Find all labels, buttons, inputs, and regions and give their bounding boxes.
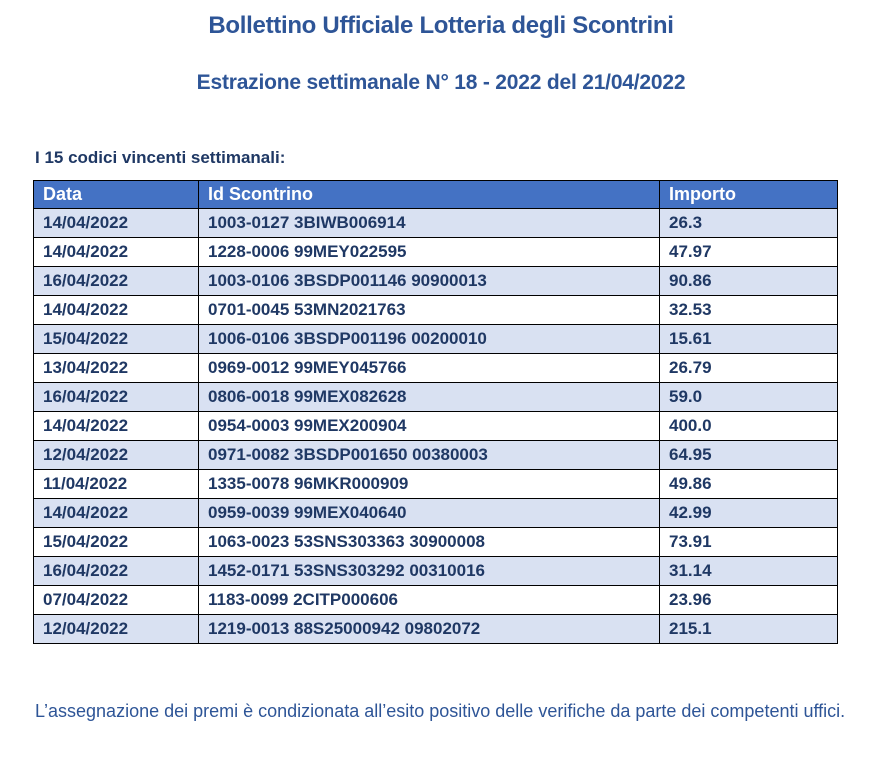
cell-receipt-id: 0954-0003 99MEX200904 <box>199 412 660 441</box>
page-subtitle: Estrazione settimanale N° 18 - 2022 del 21/04/2022 <box>196 71 686 94</box>
cell-date: 16/04/2022 <box>34 557 199 586</box>
cell-receipt-id: 1219-0013 88S25000942 09802072 <box>199 615 660 644</box>
table-row <box>34 354 838 383</box>
table-row <box>34 470 838 499</box>
cell-receipt-id: 1183-0099 2CITP000606 <box>199 586 660 615</box>
column-header-date: Data <box>34 181 199 209</box>
cell-receipt-id: 1335-0078 96MKR000909 <box>199 470 660 499</box>
cell-date: 14/04/2022 <box>34 499 199 528</box>
table-row <box>34 528 838 557</box>
cell-date: 14/04/2022 <box>34 412 199 441</box>
cell-amount: 73.91 <box>660 528 838 557</box>
column-header-amount: Importo <box>660 181 838 209</box>
table-row <box>34 615 838 644</box>
cell-receipt-id: 1003-0127 3BIWB006914 <box>199 209 660 238</box>
table-row <box>34 441 838 470</box>
cell-date: 13/04/2022 <box>34 354 199 383</box>
cell-date: 11/04/2022 <box>34 470 199 499</box>
cell-date: 14/04/2022 <box>34 296 199 325</box>
table-row <box>34 412 838 441</box>
cell-amount: 15.61 <box>660 325 838 354</box>
cell-date: 16/04/2022 <box>34 267 199 296</box>
cell-amount: 42.99 <box>660 499 838 528</box>
cell-receipt-id: 1003-0106 3BSDP001146 90900013 <box>199 267 660 296</box>
cell-amount: 47.97 <box>660 238 838 267</box>
table-row <box>34 209 838 238</box>
table-row <box>34 296 838 325</box>
cell-receipt-id: 0701-0045 53MN2021763 <box>199 296 660 325</box>
table-row <box>34 557 838 586</box>
table-row <box>34 267 838 296</box>
table-header-row <box>34 181 838 209</box>
table-row <box>34 325 838 354</box>
cell-date: 14/04/2022 <box>34 209 199 238</box>
cell-amount: 49.86 <box>660 470 838 499</box>
cell-amount: 26.79 <box>660 354 838 383</box>
cell-receipt-id: 1006-0106 3BSDP001196 00200010 <box>199 325 660 354</box>
cell-date: 07/04/2022 <box>34 586 199 615</box>
table-body <box>34 209 838 644</box>
cell-amount: 64.95 <box>660 441 838 470</box>
cell-amount: 31.14 <box>660 557 838 586</box>
table-row <box>34 238 838 267</box>
cell-date: 16/04/2022 <box>34 383 199 412</box>
cell-date: 14/04/2022 <box>34 238 199 267</box>
cell-amount: 59.0 <box>660 383 838 412</box>
table-row <box>34 586 838 615</box>
cell-amount: 23.96 <box>660 586 838 615</box>
page-title: Bollettino Ufficiale Lotteria degli Scontrini <box>208 12 674 39</box>
cell-receipt-id: 0969-0012 99MEY045766 <box>199 354 660 383</box>
cell-amount: 400.0 <box>660 412 838 441</box>
cell-date: 12/04/2022 <box>34 615 199 644</box>
cell-date: 15/04/2022 <box>34 528 199 557</box>
cell-receipt-id: 0806-0018 99MEX082628 <box>199 383 660 412</box>
cell-date: 12/04/2022 <box>34 441 199 470</box>
cell-receipt-id: 0971-0082 3BSDP001650 00380003 <box>199 441 660 470</box>
footer-note: L’assegnazione dei premi è condizionata all’esito positivo delle verifiche da parte dei competenti uffici. <box>35 701 846 721</box>
section-label: I 15 codici vincenti settimanali: <box>35 148 286 167</box>
cell-receipt-id: 1228-0006 99MEY022595 <box>199 238 660 267</box>
cell-receipt-id: 1452-0171 53SNS303292 00310016 <box>199 557 660 586</box>
table-row <box>34 499 838 528</box>
cell-receipt-id: 0959-0039 99MEX040640 <box>199 499 660 528</box>
cell-amount: 32.53 <box>660 296 838 325</box>
cell-amount: 90.86 <box>660 267 838 296</box>
winners-table <box>33 180 838 644</box>
table-row <box>34 383 838 412</box>
cell-receipt-id: 1063-0023 53SNS303363 30900008 <box>199 528 660 557</box>
cell-amount: 26.3 <box>660 209 838 238</box>
cell-date: 15/04/2022 <box>34 325 199 354</box>
column-header-id: Id Scontrino <box>199 181 660 209</box>
cell-amount: 215.1 <box>660 615 838 644</box>
